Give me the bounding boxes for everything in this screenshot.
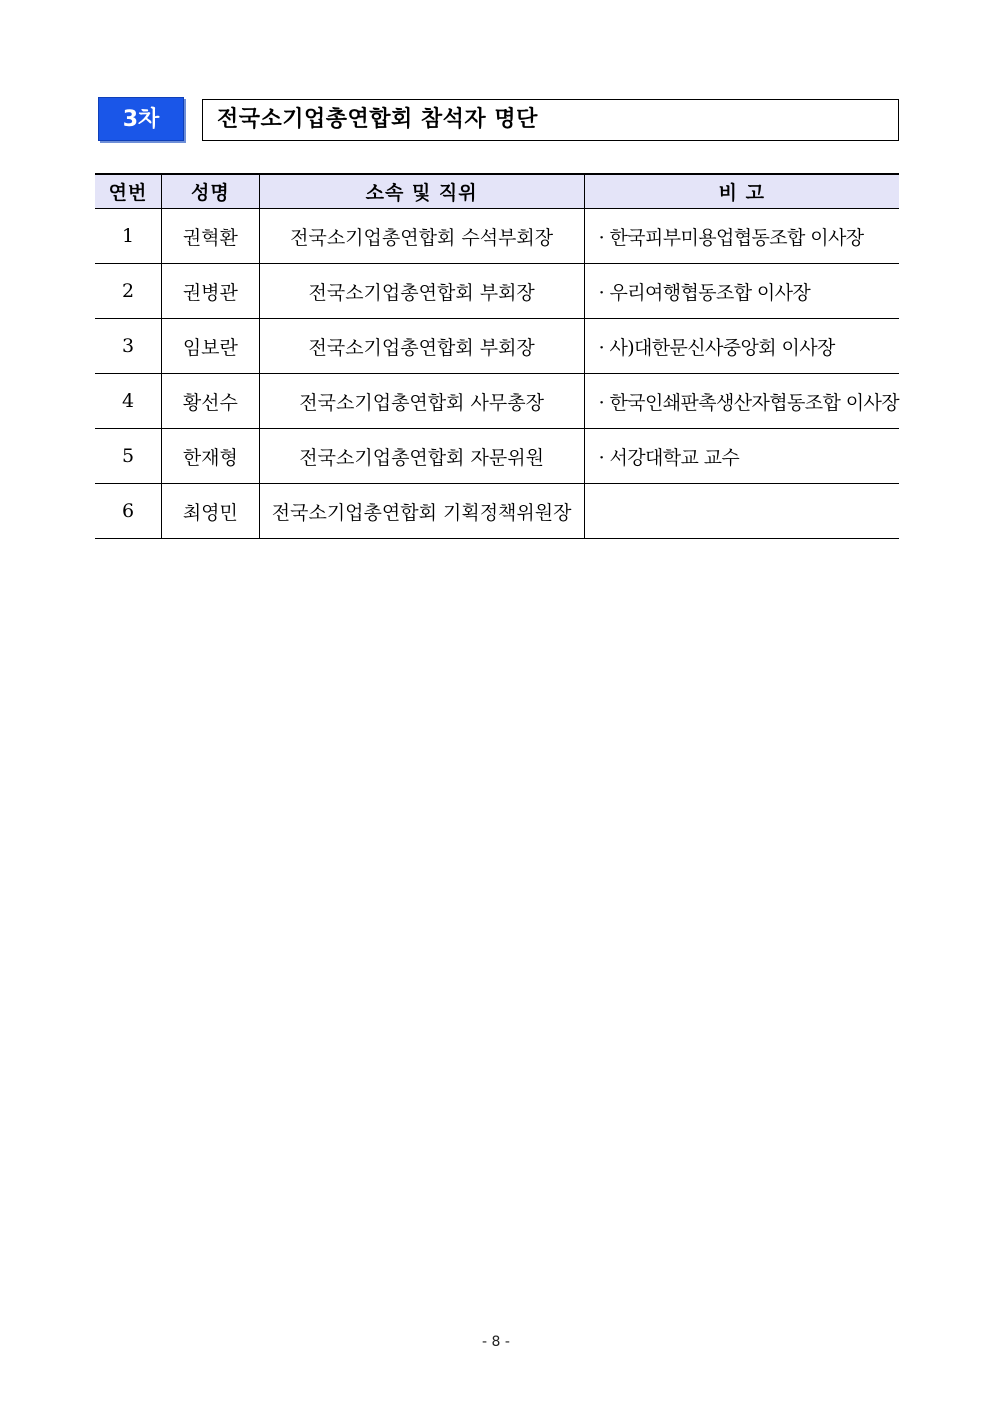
row-number: 6 bbox=[95, 484, 162, 539]
table-row bbox=[95, 484, 899, 539]
row-note: · 서강대학교 교수 bbox=[584, 429, 899, 484]
row-number: 3 bbox=[95, 319, 162, 374]
row-number: 2 bbox=[95, 264, 162, 319]
row-position: 전국소기업총연합회 자문위원 bbox=[259, 429, 584, 484]
row-name: 권병관 bbox=[162, 264, 260, 319]
row-name: 최영민 bbox=[162, 484, 260, 539]
row-number: 1 bbox=[95, 209, 162, 264]
table-row bbox=[95, 319, 899, 374]
column-header-number: 연번 bbox=[95, 174, 162, 209]
page-number: - 8 - bbox=[482, 1334, 510, 1350]
row-note bbox=[584, 484, 899, 539]
row-name: 임보란 bbox=[162, 319, 260, 374]
row-position: 전국소기업총연합회 기획정책위원장 bbox=[259, 484, 584, 539]
row-note: · 한국인쇄판촉생산자협동조합 이사장 bbox=[584, 374, 899, 429]
table-row bbox=[95, 374, 899, 429]
row-position: 전국소기업총연합회 부회장 bbox=[259, 319, 584, 374]
table-row bbox=[95, 429, 899, 484]
column-header-position: 소속 및 직위 bbox=[259, 174, 584, 209]
table-header-row bbox=[95, 174, 899, 209]
attendee-table bbox=[95, 173, 899, 539]
table-row bbox=[95, 264, 899, 319]
row-note: · 사)대한문신사중앙회 이사장 bbox=[584, 319, 899, 374]
table-row bbox=[95, 209, 899, 264]
row-name: 황선수 bbox=[162, 374, 260, 429]
row-number: 4 bbox=[95, 374, 162, 429]
row-name: 한재형 bbox=[162, 429, 260, 484]
column-header-name: 성명 bbox=[162, 174, 260, 209]
section-title: 전국소기업총연합회 참석자 명단 bbox=[202, 99, 899, 141]
row-position: 전국소기업총연합회 사무총장 bbox=[259, 374, 584, 429]
column-header-note: 비 고 bbox=[584, 174, 899, 209]
row-name: 권혁환 bbox=[162, 209, 260, 264]
row-note: · 우리여행협동조합 이사장 bbox=[584, 264, 899, 319]
section-header bbox=[98, 97, 899, 141]
section-badge: 3차 bbox=[98, 97, 184, 141]
row-note: · 한국피부미용업협동조합 이사장 bbox=[584, 209, 899, 264]
row-position: 전국소기업총연합회 수석부회장 bbox=[259, 209, 584, 264]
row-position: 전국소기업총연합회 부회장 bbox=[259, 264, 584, 319]
row-number: 5 bbox=[95, 429, 162, 484]
